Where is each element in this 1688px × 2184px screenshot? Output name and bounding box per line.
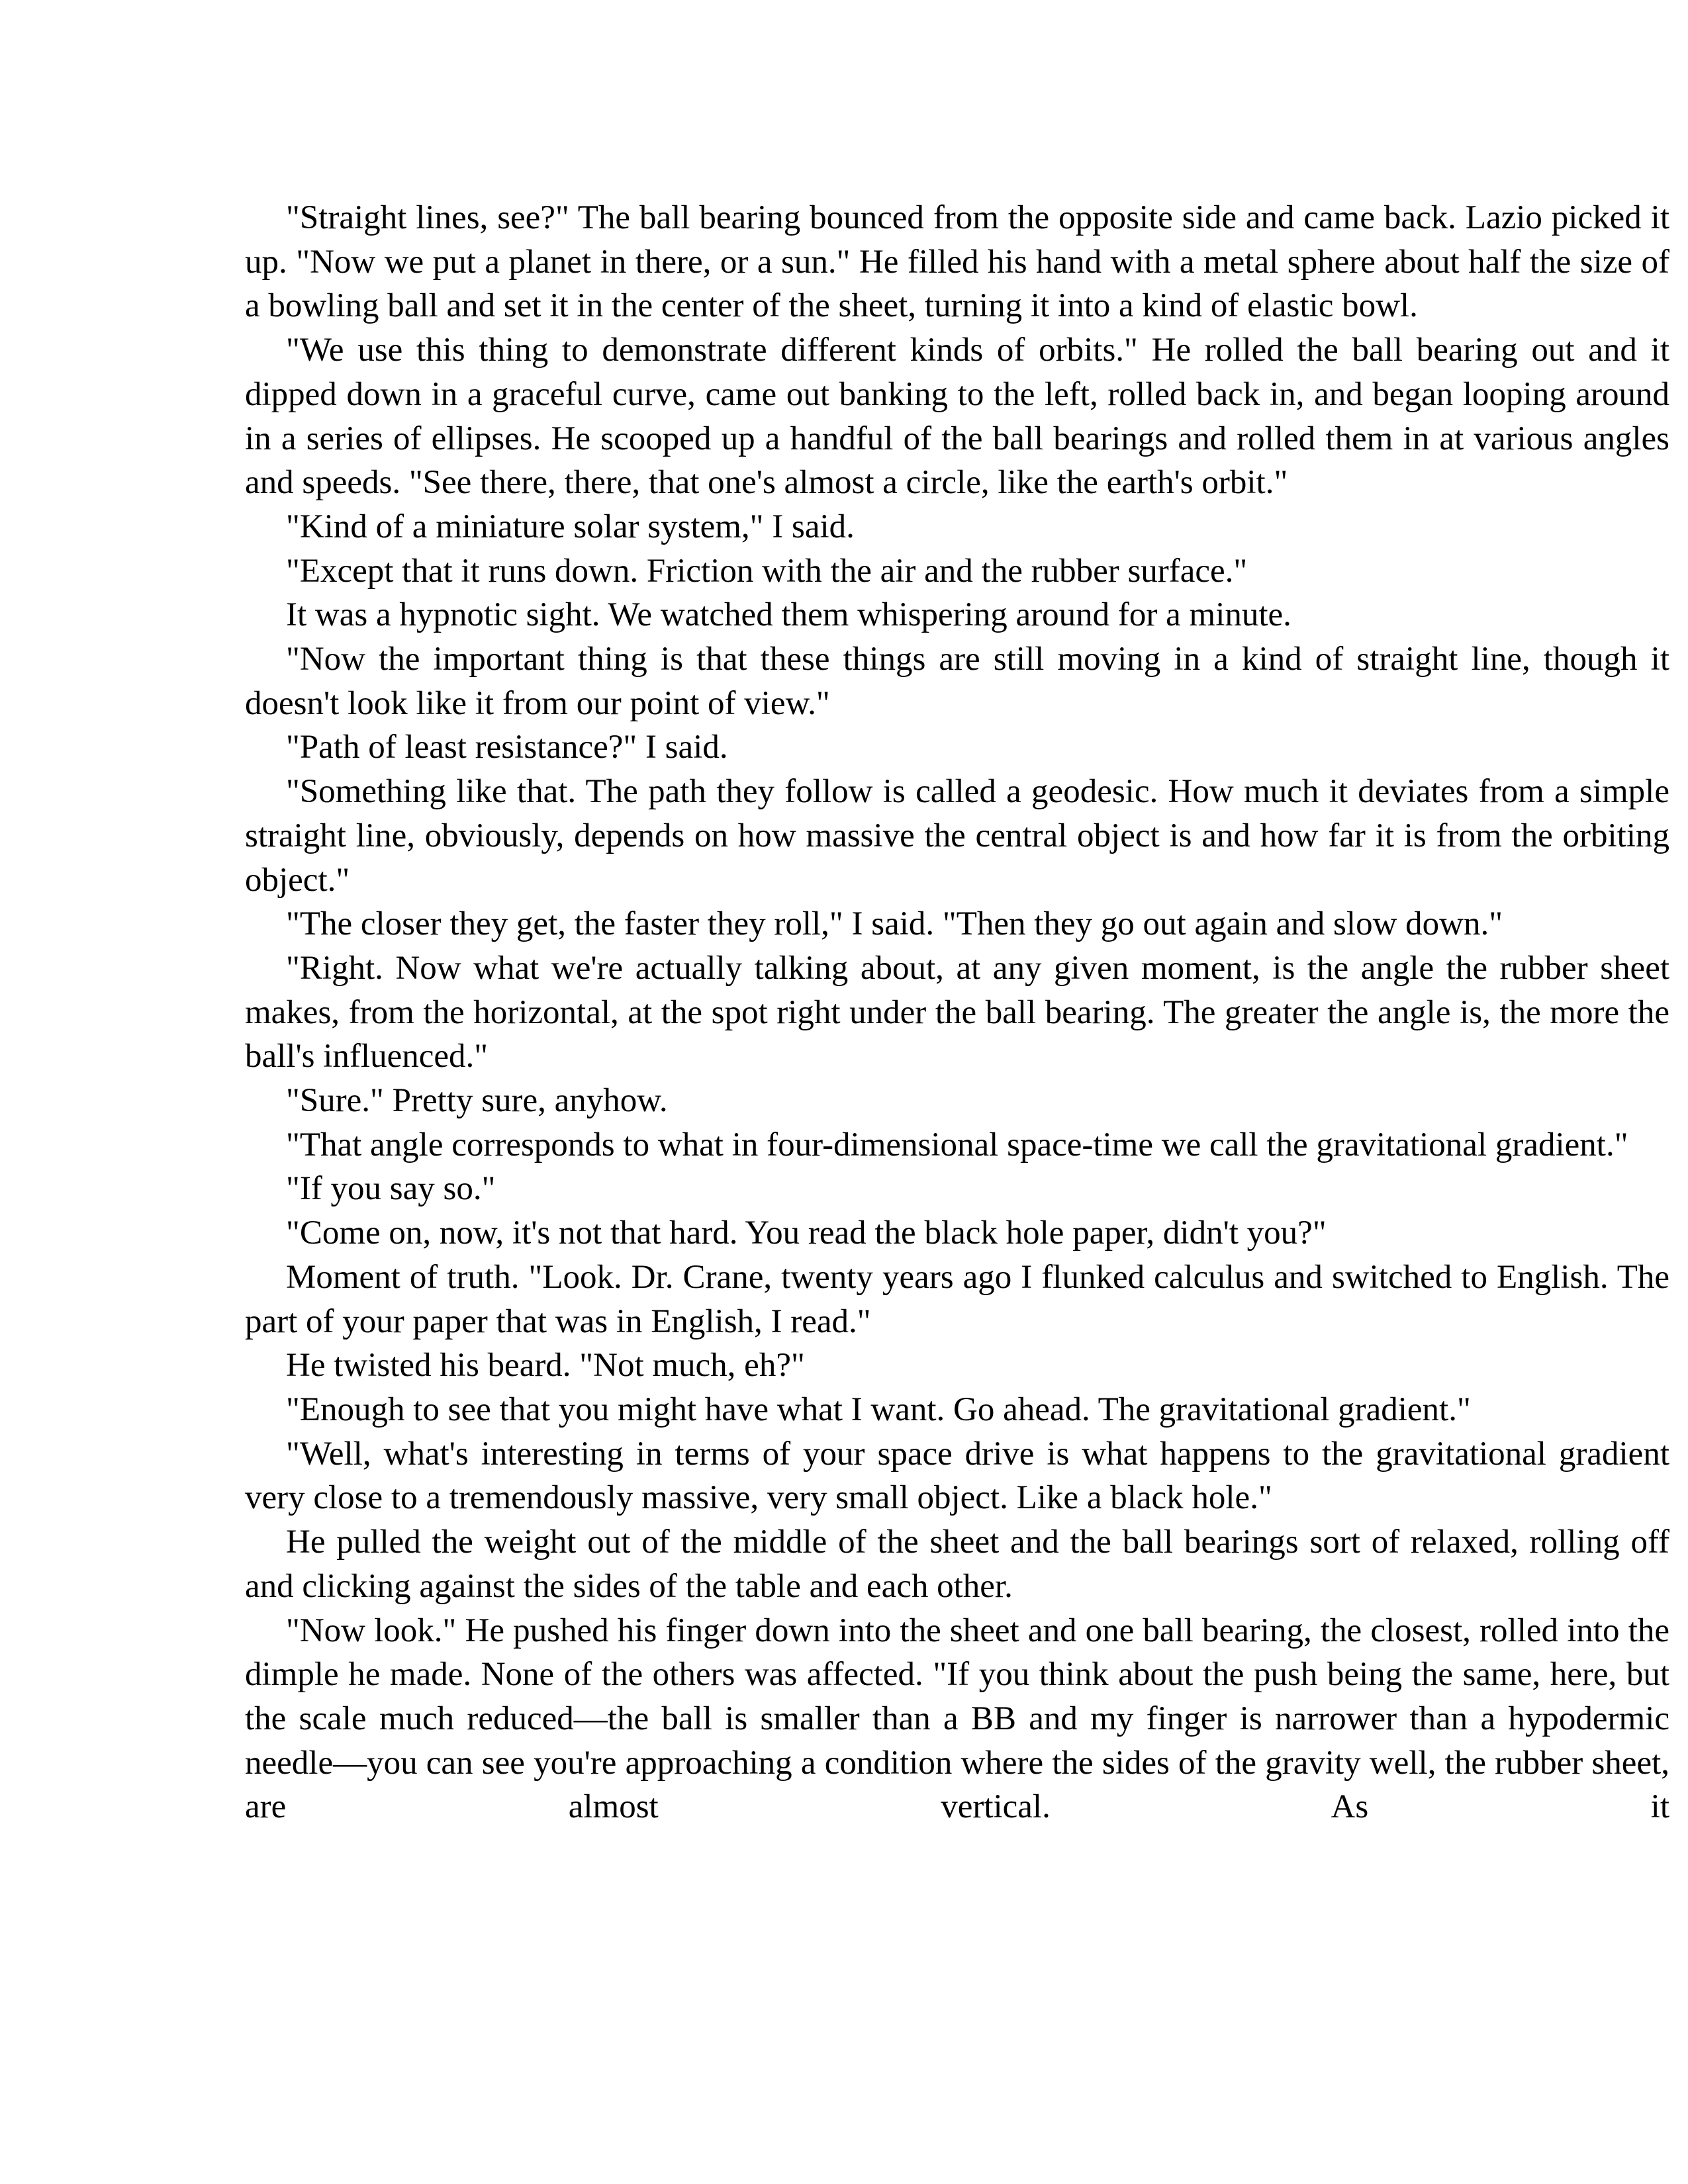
paragraph: "Something like that. The path they follow is called a geodesic. How much it deviates from a simple straight line, obviously, depends on how massive the central object is and how far it is from the orbiting object." (245, 773, 1669, 899)
paragraph: "Except that it runs down. Friction with the air and the rubber surface." (286, 552, 1248, 590)
paragraph: "The closer they get, the faster they roll," I said. "Then they go out again and slow down." (286, 905, 1503, 943)
paragraph: "Kind of a miniature solar system," I said. (286, 508, 855, 545)
body-text (245, 196, 1669, 1829)
paragraph: It was a hypnotic sight. We watched them whispering around for a minute. (286, 596, 1291, 634)
paragraph: "Path of least resistance?" I said. (286, 729, 728, 766)
paragraph: "Well, what's interesting in terms of your space drive is what happens to the gravitational gradient very close to a tremendously massive, very small object. Like a black hole." (245, 1435, 1669, 1517)
paragraph: "Now look." He pushed his finger down into the sheet and one ball bearing, the closest, rolled into the dimple he made. None of the others was affected. "If you think about the push being the same, here, but the scale much reduced—the ball is smaller than a BB and my finger is narrower than a hypodermic needle—you can see you're approaching a condition where the sides of the gravity well, the rubber sheet, are almost vertical. As it (245, 1612, 1669, 1826)
paragraph: "Come on, now, it's not that hard. You read the black hole paper, didn't you?" (286, 1214, 1327, 1252)
paragraph: "Now the important thing is that these things are still moving in a kind of straight line, though it doesn't look like it from our point of view." (245, 641, 1669, 722)
paragraph: "Enough to see that you might have what I want. Go ahead. The gravitational gradient." (286, 1390, 1471, 1428)
paragraph: "Right. Now what we're actually talking about, at any given moment, is the angle the rubber sheet makes, from the horizontal, at the spot right under the ball bearing. The greater the angle is, the more the ball's influenced." (245, 949, 1669, 1075)
paragraph: "That angle corresponds to what in four-dimensional space-time we call the gravitational gradient." (286, 1126, 1628, 1163)
paragraph: He pulled the weight out of the middle of the sheet and the ball bearings sort of relaxed, rolling off and clicking against the sides of the table and each other. (245, 1524, 1669, 1605)
paragraph: He twisted his beard. "Not much, eh?" (286, 1347, 805, 1385)
paragraph: "We use this thing to demonstrate different kinds of orbits." He rolled the ball bearing out and it dipped down in a graceful curve, came out banking to the left, rolled back in, and began looping around in a series of ellipses. He scooped up a handful of the ball bearings and rolled them in at various angles and speeds. "See there, there, that one's almost a circle, like the earth's orbit." (245, 332, 1669, 502)
paragraph: "Sure." Pretty sure, anyhow. (286, 1082, 668, 1120)
paragraph: "If you say so." (286, 1170, 496, 1208)
paragraph: Moment of truth. "Look. Dr. Crane, twenty years ago I flunked calculus and switched to English. The part of your paper that was in English, I read." (245, 1258, 1669, 1340)
paragraph: "Straight lines, see?" The ball bearing bounced from the opposite side and came back. Lazio picked it up. "Now we put a planet in there, or a sun." He filled his hand with a metal sphere about half the size of a bowling ball and set it in the center of the sheet, turning it into a kind of elastic bowl. (245, 199, 1669, 325)
